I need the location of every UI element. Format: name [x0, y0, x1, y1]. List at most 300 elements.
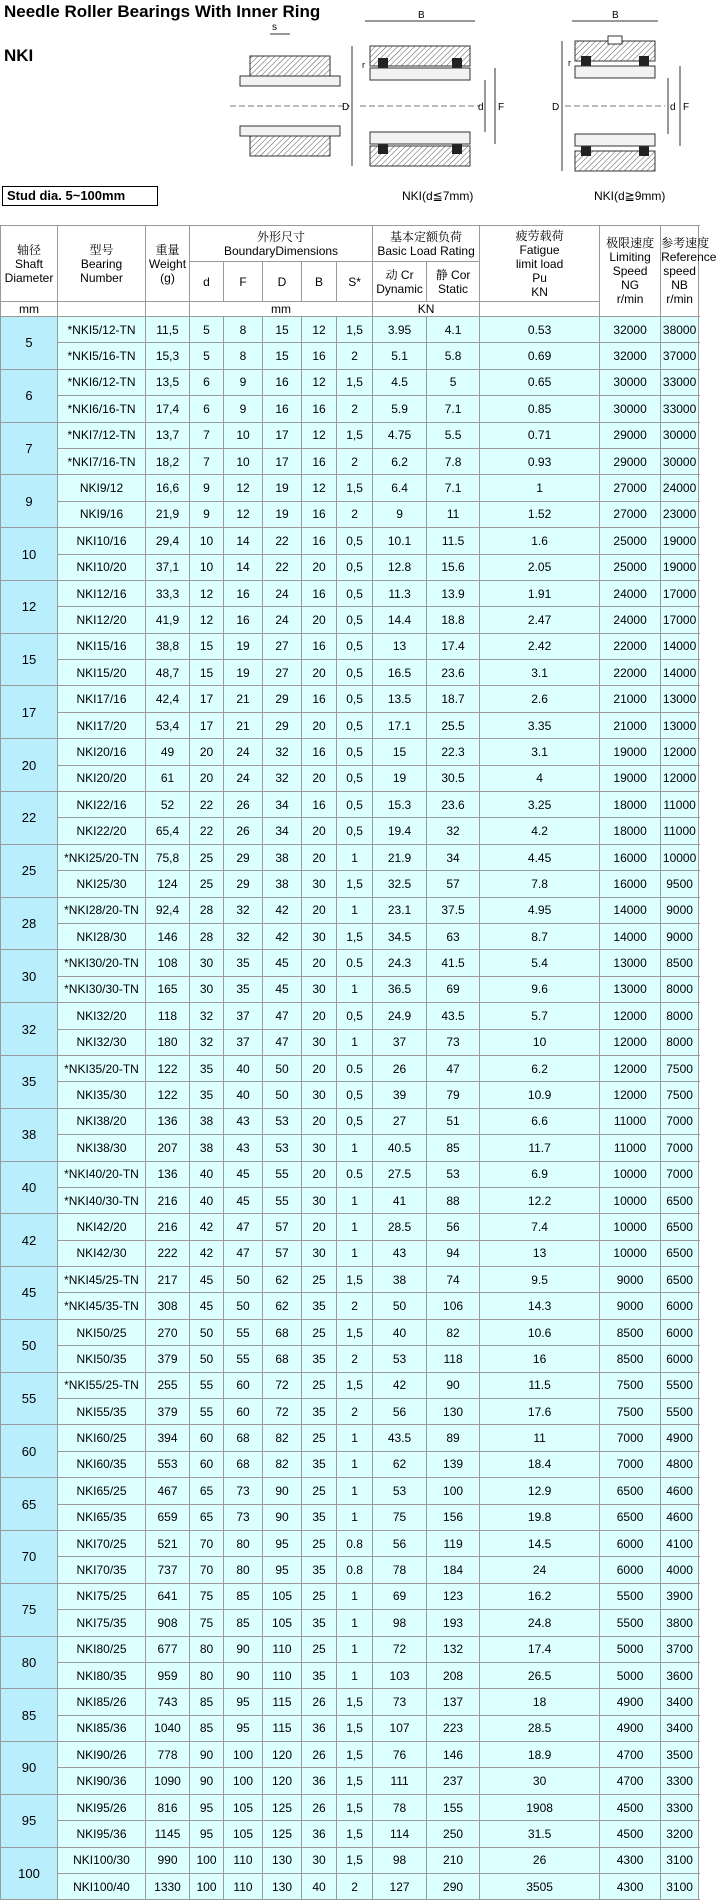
fatigue-limit-cell: 11.5 [480, 1372, 600, 1398]
limiting-speed-cell: 27000 [600, 501, 661, 527]
bearing-number-cell: NKI15/16 [58, 633, 146, 659]
dynamic-cr-cell: 43.5 [373, 1425, 427, 1451]
d-cell: 55 [190, 1372, 224, 1398]
fatigue-limit-cell: 12.9 [480, 1478, 600, 1504]
weight-cell: 379 [146, 1399, 190, 1425]
reference-speed-cell: 5500 [661, 1372, 699, 1398]
b-cell: 30 [302, 1240, 337, 1266]
fatigue-limit-cell: 0.69 [480, 343, 600, 369]
table-row [1, 1689, 699, 1715]
f-cell: 100 [224, 1768, 263, 1794]
s-cell: 0,5 [337, 554, 373, 580]
bearing-number-cell: NKI25/30 [58, 871, 146, 897]
weight-cell: 165 [146, 976, 190, 1002]
fatigue-limit-cell: 17.4 [480, 1636, 600, 1662]
reference-speed-cell: 9500 [661, 871, 699, 897]
d-outer-cell: 17 [263, 422, 302, 448]
weight-cell: 17,4 [146, 396, 190, 422]
bearing-number-cell: NKI85/36 [58, 1715, 146, 1741]
table-row [1, 1662, 699, 1688]
weight-cell: 18,2 [146, 448, 190, 474]
s-cell: 1 [337, 844, 373, 870]
reference-speed-cell: 4600 [661, 1504, 699, 1530]
d-outer-cell: 38 [263, 844, 302, 870]
bearing-number-cell: NKI50/35 [58, 1346, 146, 1372]
d-outer-cell: 19 [263, 475, 302, 501]
static-cor-cell: 69 [427, 976, 480, 1002]
b-cell: 30 [302, 923, 337, 949]
bearing-number-cell: NKI9/16 [58, 501, 146, 527]
dynamic-cr-cell: 40.5 [373, 1135, 427, 1161]
static-cor-cell: 74 [427, 1267, 480, 1293]
reference-speed-cell: 23000 [661, 501, 699, 527]
weight-cell: 37,1 [146, 554, 190, 580]
dynamic-cr-cell: 21.9 [373, 844, 427, 870]
d-cell: 25 [190, 871, 224, 897]
table-row [1, 1847, 699, 1873]
static-cor-cell: 7.1 [427, 396, 480, 422]
static-cor-cell: 155 [427, 1794, 480, 1820]
table-row [1, 660, 699, 686]
table-row [1, 897, 699, 923]
static-cor-cell: 18.8 [427, 607, 480, 633]
weight-cell: 677 [146, 1636, 190, 1662]
d-outer-cell: 16 [263, 396, 302, 422]
d-outer-cell: 68 [263, 1319, 302, 1345]
reference-speed-cell: 11000 [661, 818, 699, 844]
d-cell: 15 [190, 633, 224, 659]
d-outer-cell: 47 [263, 1029, 302, 1055]
table-row [1, 343, 699, 369]
static-cor-cell: 250 [427, 1821, 480, 1847]
weight-cell: 33,3 [146, 580, 190, 606]
table-row [1, 712, 699, 738]
table-row [1, 739, 699, 765]
fatigue-limit-cell: 11.7 [480, 1135, 600, 1161]
reference-speed-cell: 3800 [661, 1610, 699, 1636]
weight-cell: 467 [146, 1478, 190, 1504]
dynamic-cr-cell: 56 [373, 1399, 427, 1425]
static-cor-cell: 34 [427, 844, 480, 870]
fatigue-limit-cell: 12.2 [480, 1187, 600, 1213]
d-outer-cell: 120 [263, 1768, 302, 1794]
bearing-drawing-large [552, 10, 689, 171]
table-row [1, 1055, 699, 1081]
table-row [1, 317, 699, 343]
reference-speed-cell: 3500 [661, 1742, 699, 1768]
reference-speed-cell: 30000 [661, 448, 699, 474]
limiting-speed-cell: 7000 [600, 1425, 661, 1451]
table-header [1, 226, 716, 317]
shaft-diameter-cell: 28 [1, 897, 58, 950]
shaft-diameter-cell: 65 [1, 1478, 58, 1531]
bearing-number-cell: NKI17/20 [58, 712, 146, 738]
d-outer-cell: 50 [263, 1082, 302, 1108]
col-s: S* [337, 262, 373, 302]
static-cor-cell: 56 [427, 1214, 480, 1240]
bearing-number-cell: *NKI25/20-TN [58, 844, 146, 870]
table-row [1, 396, 699, 422]
bearing-drawing-small [342, 10, 504, 166]
s-cell: 0.5 [337, 1161, 373, 1187]
reference-speed-cell: 13000 [661, 686, 699, 712]
b-cell: 25 [302, 1636, 337, 1662]
shaft-diameter-cell: 30 [1, 950, 58, 1003]
f-cell: 26 [224, 818, 263, 844]
dynamic-cr-cell: 72 [373, 1636, 427, 1662]
shaft-diameter-cell: 42 [1, 1214, 58, 1267]
fatigue-limit-cell: 1.6 [480, 528, 600, 554]
limiting-speed-cell: 5000 [600, 1662, 661, 1688]
static-cor-cell: 11 [427, 501, 480, 527]
fatigue-limit-cell: 2.05 [480, 554, 600, 580]
dynamic-cr-cell: 73 [373, 1689, 427, 1715]
weight-cell: 118 [146, 1003, 190, 1029]
limiting-speed-cell: 30000 [600, 369, 661, 395]
fatigue-limit-cell: 10.9 [480, 1082, 600, 1108]
table-row [1, 1319, 699, 1345]
shaft-diameter-cell: 50 [1, 1319, 58, 1372]
d-outer-cell: 55 [263, 1187, 302, 1213]
s-cell: 0,5 [337, 792, 373, 818]
b-cell: 16 [302, 528, 337, 554]
dynamic-cr-cell: 19 [373, 765, 427, 791]
d-outer-cell: 42 [263, 923, 302, 949]
fatigue-limit-cell: 9.5 [480, 1267, 600, 1293]
shaft-diameter-cell: 38 [1, 1108, 58, 1161]
col-b: B [302, 262, 337, 302]
table-row [1, 844, 699, 870]
weight-cell: 124 [146, 871, 190, 897]
label-d-inner-large: d [670, 102, 676, 113]
fatigue-limit-cell: 24 [480, 1557, 600, 1583]
s-cell: 0,5 [337, 528, 373, 554]
s-cell: 1,5 [337, 369, 373, 395]
bearing-number-cell: NKI75/25 [58, 1583, 146, 1609]
shaft-diameter-cell: 17 [1, 686, 58, 739]
weight-cell: 641 [146, 1583, 190, 1609]
weight-cell: 216 [146, 1214, 190, 1240]
weight-cell: 29,4 [146, 528, 190, 554]
static-cor-cell: 17.4 [427, 633, 480, 659]
col-limiting-speed: 极限速度 Limiting Speed NG r/min [600, 226, 661, 317]
b-cell: 35 [302, 1557, 337, 1583]
s-cell: 0.8 [337, 1530, 373, 1556]
weight-cell: 61 [146, 765, 190, 791]
f-cell: 12 [224, 501, 263, 527]
f-cell: 55 [224, 1319, 263, 1345]
table-row [1, 1267, 699, 1293]
fatigue-limit-cell: 18.4 [480, 1451, 600, 1477]
b-cell: 20 [302, 950, 337, 976]
static-cor-cell: 43.5 [427, 1003, 480, 1029]
f-cell: 19 [224, 633, 263, 659]
weight-cell: 959 [146, 1662, 190, 1688]
dynamic-cr-cell: 9 [373, 501, 427, 527]
reference-speed-cell: 6500 [661, 1240, 699, 1266]
unit-shaft: mm [1, 302, 58, 317]
static-cor-cell: 13.9 [427, 580, 480, 606]
f-cell: 105 [224, 1821, 263, 1847]
f-cell: 16 [224, 607, 263, 633]
d-cell: 80 [190, 1662, 224, 1688]
b-cell: 20 [302, 1003, 337, 1029]
static-cor-cell: 106 [427, 1293, 480, 1319]
s-cell: 1,5 [337, 317, 373, 343]
s-cell: 1 [337, 1187, 373, 1213]
shaft-diameter-cell: 6 [1, 369, 58, 422]
bearing-number-cell: NKI22/20 [58, 818, 146, 844]
weight-cell: 136 [146, 1108, 190, 1134]
f-cell: 90 [224, 1636, 263, 1662]
reference-speed-cell: 9000 [661, 923, 699, 949]
shaft-diameter-cell: 55 [1, 1372, 58, 1425]
shaft-diameter-cell: 95 [1, 1794, 58, 1847]
weight-cell: 92,4 [146, 897, 190, 923]
weight-cell: 743 [146, 1689, 190, 1715]
dynamic-cr-cell: 26 [373, 1055, 427, 1081]
bearing-number-cell: NKI60/35 [58, 1451, 146, 1477]
s-cell: 2 [337, 396, 373, 422]
bearing-number-cell: *NKI7/16-TN [58, 448, 146, 474]
reference-speed-cell: 9000 [661, 897, 699, 923]
s-cell: 1 [337, 1029, 373, 1055]
s-cell: 1,5 [337, 1715, 373, 1741]
weight-cell: 308 [146, 1293, 190, 1319]
fatigue-limit-cell: 6.2 [480, 1055, 600, 1081]
b-cell: 20 [302, 1161, 337, 1187]
d-cell: 28 [190, 923, 224, 949]
reference-speed-cell: 6500 [661, 1187, 699, 1213]
bearing-number-cell: NKI65/35 [58, 1504, 146, 1530]
fatigue-limit-cell: 4 [480, 765, 600, 791]
dynamic-cr-cell: 3.95 [373, 317, 427, 343]
d-outer-cell: 130 [263, 1874, 302, 1900]
limiting-speed-cell: 6500 [600, 1504, 661, 1530]
fatigue-limit-cell: 0.71 [480, 422, 600, 448]
reference-speed-cell: 11000 [661, 792, 699, 818]
s-cell: 1 [337, 1240, 373, 1266]
limiting-speed-cell: 29000 [600, 448, 661, 474]
bearing-number-cell: NKI90/36 [58, 1768, 146, 1794]
d-cell: 40 [190, 1187, 224, 1213]
fatigue-limit-cell: 16.2 [480, 1583, 600, 1609]
table-row [1, 475, 699, 501]
reference-speed-cell: 14000 [661, 660, 699, 686]
b-cell: 20 [302, 818, 337, 844]
reference-speed-cell: 3400 [661, 1715, 699, 1741]
d-cell: 40 [190, 1161, 224, 1187]
static-cor-cell: 156 [427, 1504, 480, 1530]
reference-speed-cell: 4000 [661, 1557, 699, 1583]
label-r-small: r [362, 60, 365, 70]
d-outer-cell: 53 [263, 1135, 302, 1161]
col-dynamic-cr: 动 Cr Dynamic [373, 262, 427, 302]
dynamic-cr-cell: 111 [373, 1768, 427, 1794]
reference-speed-cell: 3900 [661, 1583, 699, 1609]
bearing-number-cell: NKI80/35 [58, 1662, 146, 1688]
weight-cell: 38,8 [146, 633, 190, 659]
shaft-diameter-cell: 85 [1, 1689, 58, 1742]
table-row [1, 818, 699, 844]
d-cell: 38 [190, 1108, 224, 1134]
d-cell: 100 [190, 1874, 224, 1900]
bearing-number-cell: *NKI7/12-TN [58, 422, 146, 448]
reference-speed-cell: 8500 [661, 950, 699, 976]
fatigue-limit-cell: 17.6 [480, 1399, 600, 1425]
s-cell: 2 [337, 501, 373, 527]
d-cell: 20 [190, 739, 224, 765]
reference-speed-cell: 3300 [661, 1768, 699, 1794]
b-cell: 20 [302, 607, 337, 633]
shaft-diameter-cell: 12 [1, 580, 58, 633]
fatigue-limit-cell: 19.8 [480, 1504, 600, 1530]
dynamic-cr-cell: 40 [373, 1319, 427, 1345]
sleeve-drawing-left [230, 22, 350, 156]
weight-cell: 379 [146, 1346, 190, 1372]
s-cell: 1,5 [337, 871, 373, 897]
limiting-speed-cell: 12000 [600, 1003, 661, 1029]
reference-speed-cell: 38000 [661, 317, 699, 343]
f-cell: 29 [224, 844, 263, 870]
bearing-number-cell: NKI50/25 [58, 1319, 146, 1345]
f-cell: 73 [224, 1478, 263, 1504]
bearing-number-cell: NKI100/30 [58, 1847, 146, 1873]
dynamic-cr-cell: 76 [373, 1742, 427, 1768]
limiting-speed-cell: 13000 [600, 976, 661, 1002]
dynamic-cr-cell: 6.2 [373, 448, 427, 474]
d-cell: 35 [190, 1082, 224, 1108]
col-shaft-diameter: 轴径 Shaft Diameter [1, 226, 58, 302]
s-cell: 1 [337, 1451, 373, 1477]
d-outer-cell: 45 [263, 950, 302, 976]
weight-cell: 908 [146, 1610, 190, 1636]
s-cell: 0,5 [337, 686, 373, 712]
shaft-diameter-cell: 35 [1, 1055, 58, 1108]
bearing-number-cell: NKI35/30 [58, 1082, 146, 1108]
f-cell: 85 [224, 1610, 263, 1636]
table-row [1, 1451, 699, 1477]
d-outer-cell: 57 [263, 1214, 302, 1240]
table-row [1, 422, 699, 448]
table-row [1, 1293, 699, 1319]
fatigue-limit-cell: 10 [480, 1029, 600, 1055]
fatigue-limit-cell: 0.93 [480, 448, 600, 474]
reference-speed-cell: 4100 [661, 1530, 699, 1556]
limiting-speed-cell: 18000 [600, 792, 661, 818]
d-cell: 90 [190, 1742, 224, 1768]
b-cell: 20 [302, 660, 337, 686]
static-cor-cell: 15.6 [427, 554, 480, 580]
f-cell: 45 [224, 1187, 263, 1213]
d-outer-cell: 34 [263, 818, 302, 844]
weight-cell: 553 [146, 1451, 190, 1477]
bearing-number-cell: *NKI30/20-TN [58, 950, 146, 976]
d-outer-cell: 62 [263, 1293, 302, 1319]
weight-cell: 13,5 [146, 369, 190, 395]
dynamic-cr-cell: 114 [373, 1821, 427, 1847]
reference-speed-cell: 3600 [661, 1662, 699, 1688]
s-cell: 2 [337, 343, 373, 369]
limiting-speed-cell: 4900 [600, 1715, 661, 1741]
bearing-number-cell: *NKI6/12-TN [58, 369, 146, 395]
dynamic-cr-cell: 53 [373, 1346, 427, 1372]
fatigue-limit-cell: 10.6 [480, 1319, 600, 1345]
bearing-number-cell: *NKI28/20-TN [58, 897, 146, 923]
reference-speed-cell: 6000 [661, 1293, 699, 1319]
col-f: F [224, 262, 263, 302]
static-cor-cell: 94 [427, 1240, 480, 1266]
fatigue-limit-cell: 18 [480, 1689, 600, 1715]
f-cell: 29 [224, 871, 263, 897]
dynamic-cr-cell: 98 [373, 1610, 427, 1636]
d-cell: 30 [190, 950, 224, 976]
bearing-number-cell: NKI17/16 [58, 686, 146, 712]
d-cell: 22 [190, 792, 224, 818]
shaft-diameter-cell: 90 [1, 1742, 58, 1795]
f-cell: 14 [224, 554, 263, 580]
d-cell: 75 [190, 1610, 224, 1636]
dynamic-cr-cell: 41 [373, 1187, 427, 1213]
table-row [1, 1399, 699, 1425]
reference-speed-cell: 19000 [661, 528, 699, 554]
fatigue-limit-cell: 14.3 [480, 1293, 600, 1319]
static-cor-cell: 32 [427, 818, 480, 844]
limiting-speed-cell: 21000 [600, 712, 661, 738]
limiting-speed-cell: 10000 [600, 1161, 661, 1187]
s-cell: 0.8 [337, 1557, 373, 1583]
f-cell: 12 [224, 475, 263, 501]
d-cell: 42 [190, 1214, 224, 1240]
dynamic-cr-cell: 24.9 [373, 1003, 427, 1029]
shaft-diameter-cell: 5 [1, 317, 58, 370]
d-outer-cell: 27 [263, 633, 302, 659]
s-cell: 1,5 [337, 1319, 373, 1345]
d-outer-cell: 72 [263, 1372, 302, 1398]
bearing-number-cell: NKI80/25 [58, 1636, 146, 1662]
weight-cell: 816 [146, 1794, 190, 1820]
fatigue-limit-cell: 11 [480, 1425, 600, 1451]
limiting-speed-cell: 14000 [600, 897, 661, 923]
f-cell: 9 [224, 369, 263, 395]
shaft-diameter-cell: 70 [1, 1530, 58, 1583]
weight-cell: 1090 [146, 1768, 190, 1794]
f-cell: 35 [224, 976, 263, 1002]
table-row [1, 1530, 699, 1556]
bearing-number-cell: NKI15/20 [58, 660, 146, 686]
d-cell: 6 [190, 369, 224, 395]
dynamic-cr-cell: 13 [373, 633, 427, 659]
table-row [1, 1610, 699, 1636]
s-cell: 1 [337, 897, 373, 923]
weight-cell: 1145 [146, 1821, 190, 1847]
weight-cell: 659 [146, 1504, 190, 1530]
reference-speed-cell: 7500 [661, 1055, 699, 1081]
limiting-speed-cell: 6500 [600, 1478, 661, 1504]
dynamic-cr-cell: 5.9 [373, 396, 427, 422]
label-r-large: r [568, 58, 571, 68]
dynamic-cr-cell: 32.5 [373, 871, 427, 897]
d-outer-cell: 22 [263, 554, 302, 580]
d-outer-cell: 34 [263, 792, 302, 818]
limiting-speed-cell: 30000 [600, 396, 661, 422]
static-cor-cell: 137 [427, 1689, 480, 1715]
reference-speed-cell: 8000 [661, 1003, 699, 1029]
b-cell: 35 [302, 1346, 337, 1372]
bearing-number-cell: *NKI40/30-TN [58, 1187, 146, 1213]
reference-speed-cell: 33000 [661, 396, 699, 422]
shaft-diameter-cell: 40 [1, 1161, 58, 1214]
